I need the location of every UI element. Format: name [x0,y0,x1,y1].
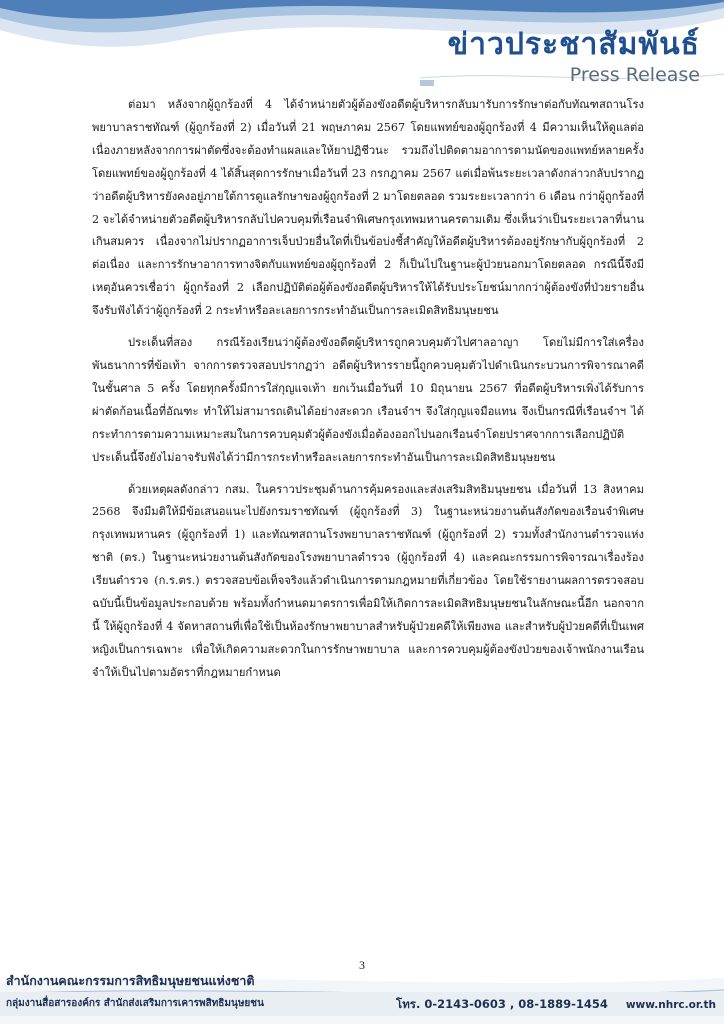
organization-name: สำนักงานคณะกรรมการสิทธิมนุษยชนแห่งชาติ [6,973,255,988]
department-name: กลุ่มงานสื่อสารองค์กร สำนักส่งเสริมการเคารพสิทธิมนุษยชน [6,998,264,1009]
article-paragraph: ต่อมา หลังจากผู้ถูกร้องที่ 4 ได้จำหน่ายตัวผู้ต้องขังอดีตผู้บริหารกลับมารับการรักษาต่อกับทัณฑสถานโรงพยาบาลราชทัณฑ์ (ผู้ถูกร้องที่ 2) เมื่อวันที่ 21 พฤษภาคม 2567 โดยแพทย์ของผู้ถูกร้องที่ 4 มีความเห็นให้ดูแลต่อเนื่องภายหลังจากการผ่าตัดซึ่งจะต้องทำแผลและให้ยาปฏิชีวนะ รวมถึงไปติดตามอาการตามนัดของแพทย์หลายครั้ง โดยแพทย์ของผู้ถูกร้องที่ 4 ได้สิ้นสุดการรักษาเมื่อวันที่ 23 กรกฎาคม 2567 แต่เมื่อพ้นระยะเวลาดังกล่าวกลับปรากฏว่าอดีตผู้บริหารยังคงอยู่ภายใต้การดูแลรักษาของผู้ถูกร้องที่ 2 มาโดยตลอด รวมระยะเวลากว่า 6 เดือน กว่าผู้ถูกร้องที่ 2 จะได้จำหน่ายตัวอดีตผู้บริหารกลับไปควบคุมที่เรือนจำพิเศษกรุงเทพมหานครตามเดิม ซึ่งเห็นว่าเป็นระยะเวลาที่นานเกินสมควร เนื่องจากไม่ปรากฏอาการเจ็บป่วยอื่นใดที่เป็นข้อบ่งชี้สำคัญให้อดีตผู้บริหารต้องอยู่รักษากับผู้ถูกร้องที่ 2 ต่อเนื่อง และการรักษาอาการทางจิตกับแพทย์ของผู้ถูกร้องที่ 2 ก็เป็นไปในฐานะผู้ป่วยนอกมาโดยตลอด กรณีนี้จึงมีเหตุอันควรเชื่อว่า ผู้ถูกร้องที่ 2 เลือกปฏิบัติต่อผู้ต้องขังอดีตผู้บริหารให้ได้รับประโยชน์มากกว่าผู้ต้องขังที่ป่วยรายอื่น จึงรับฟังได้ว่าผู้ถูกร้องที่ 2 กระทำหรือละเลยการกระทำอันเป็นการละเมิดสิทธิมนุษยชน [92,98,644,318]
website-link[interactable]: www.nhrc.or.th [625,999,716,1011]
brand-subtitle: Press Release [569,64,700,86]
press-release-brand [448,28,700,86]
brand-title-thai: ข่าวประชาสัมพันธ์ [447,27,700,62]
contact-info [396,996,716,1014]
article-paragraph: ประเด็นที่สอง กรณีร้องเรียนว่าผู้ต้องขังอดีตผู้บริหารถูกควบคุมตัวไปศาลอาญา โดยไม่มีการใส่เครื่องพันธนาการที่ข้อเท้า จากการตรวจสอบปรากฏว่า อดีตผู้บริหารรายนี้ถูกควบคุมตัวไปดำเนินกระบวนการพิจารณาคดีในชั้นศาล 5 ครั้ง โดยทุกครั้งมีการใส่กุญแจเท้า ยกเว้นเมื่อวันที่ 10 มิถุนายน 2567 ที่อดีตผู้บริหารเพิ่งได้รับการผ่าตัดก้อนเนื้อที่อัณฑะ ทำให้ไม่สามารถเดินได้อย่างสะดวก เรือนจำฯ จึงใส่กุญแจมือแทน จึงเป็นกรณีที่เรือนจำฯ ได้กระทำการตามความเหมาะสมในการควบคุมตัวผู้ต้องขังเมื่อต้องออกไปนอกเรือนจำโดยปราศจากการเลือกปฏิบัติ ประเด็นนี้จึงยังไม่อาจรับฟังได้ว่ามีการกระทำหรือละเลยการกระทำอันเป็นการละเมิดสิทธิมนุษยชน [92,336,644,464]
article-paragraph: ด้วยเหตุผลดังกล่าว กสม. ในคราวประชุมด้านการคุ้มครองและส่งเสริมสิทธิมนุษยชน เมื่อวันที่ 13 สิงหาคม 2568 จึงมีมติให้มีข้อเสนอแนะไปยังกรมราชทัณฑ์ (ผู้ถูกร้องที่ 3) ในฐานะหน่วยงานต้นสังกัดของเรือนจำพิเศษกรุงเทพมหานคร (ผู้ถูกร้องที่ 1) และทัณฑสถานโรงพยาบาลราชทัณฑ์ (ผู้ถูกร้องที่ 2) รวมทั้งสำนักงานตำรวจแห่งชาติ (ตร.) ในฐานะหน่วยงานต้นสังกัดของโรงพยาบาลตำรวจ (ผู้ถูกร้องที่ 4) และคณะกรรมการพิจารณาเรื่องร้องเรียนตำรวจ (ก.ร.ตร.) ตรวจสอบข้อเท็จจริงแล้วดำเนินการตามกฎหมายที่เกี่ยวข้อง โดยใช้รายงานผลการตรวจสอบฉบับนี้เป็นข้อมูลประกอบด้วย พร้อมทั้งกำหนดมาตรการเพื่อมิให้เกิดการละเมิดสิทธิมนุษยชนในลักษณะนี้อีก นอกจากนี้ ให้ผู้ถูกร้องที่ 4 จัดหาสถานที่เพื่อใช้เป็นห้องรักษาพยาบาลสำหรับผู้ป่วยคดีให้เพียงพอ และสำหรับผู้ป่วยคดีที่เป็นเพศหญิงเป็นการเฉพาะ เพื่อให้เกิดความสะดวกในการรักษาพยาบาล และการควบคุมผู้ต้องขังป่วยของเจ้าพนักงานเรือนจำให้เป็นไปตามอัตราที่กฎหมายกำหนด [92,482,644,679]
phone-numbers: โทร. 0-2143-0603 , 08-1889-1454 [396,997,608,1011]
page-number: 3 [359,958,365,972]
article-body [92,94,644,694]
